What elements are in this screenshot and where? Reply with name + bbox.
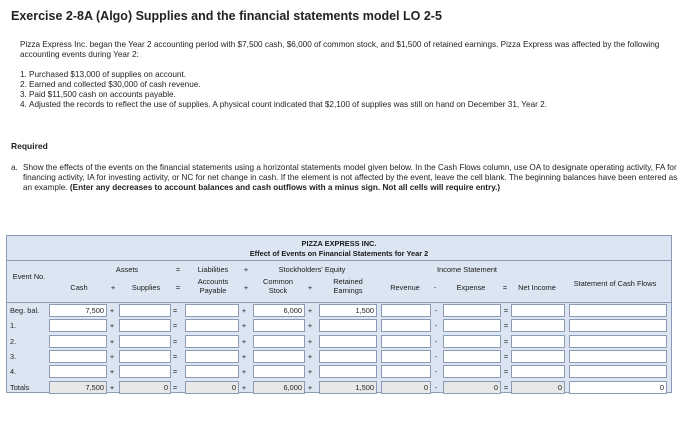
accounts-payable-cell[interactable] xyxy=(185,350,239,363)
table-row xyxy=(7,380,671,396)
plus-sign: + xyxy=(110,283,116,292)
table-row xyxy=(7,364,671,380)
plus-sign: + xyxy=(307,283,313,292)
plus-sign: + xyxy=(243,265,249,274)
income-statement-header: Income Statement xyxy=(437,265,497,274)
revenue-cell xyxy=(381,304,431,317)
supplies-cell[interactable] xyxy=(119,365,171,378)
revenue-cell: 0 xyxy=(381,381,431,394)
common-stock-cell: 6,000 xyxy=(253,381,305,394)
company-name: PIZZA EXPRESS INC. xyxy=(301,239,377,248)
event-text: Adjusted the records to reflect the use of supplies. A physical count indicated that $2,100 of supplies was still on hand on December 31, Year 2. xyxy=(29,100,547,109)
expense-cell: 0 xyxy=(443,381,501,394)
net-income-cell xyxy=(511,304,565,317)
accounts-payable-cell[interactable] xyxy=(185,335,239,348)
cash-flows-cell[interactable] xyxy=(569,365,667,378)
revenue-cell[interactable] xyxy=(381,350,431,363)
equals-sign: = xyxy=(172,321,178,331)
header-divider xyxy=(7,260,671,261)
minus-sign: - xyxy=(434,306,438,315)
supplies-header: Supplies xyxy=(131,283,161,292)
cash-cell[interactable] xyxy=(49,350,107,363)
requirement-a-body xyxy=(23,163,679,193)
table-subtitle: Effect of Events on Financial Statements for Year 2 xyxy=(249,249,429,258)
equals-sign: = xyxy=(503,336,509,346)
retained-earnings-cell: 1,500 xyxy=(319,304,377,317)
plus-sign: + xyxy=(307,321,313,331)
assets-header: Assets xyxy=(115,265,139,274)
retained-earnings-cell[interactable] xyxy=(319,319,377,332)
retained-earnings-cell[interactable] xyxy=(319,335,377,348)
equals-sign: = xyxy=(503,367,509,377)
net-income-cell[interactable] xyxy=(511,319,565,332)
equals-sign: = xyxy=(172,306,178,315)
plus-sign: + xyxy=(109,336,115,346)
expense-cell[interactable] xyxy=(443,335,501,348)
common-stock-cell[interactable] xyxy=(253,319,305,332)
minus-sign: - xyxy=(433,283,437,292)
event-number: 3. xyxy=(20,90,27,99)
plus-sign: + xyxy=(307,306,313,315)
event-text: Purchased $13,000 of supplies on account. xyxy=(29,70,187,79)
common-stock-cell[interactable] xyxy=(253,350,305,363)
minus-sign: - xyxy=(434,367,438,377)
equals-sign: = xyxy=(502,283,508,292)
event-no-header: Event No. xyxy=(12,272,46,281)
retained-earnings-cell: 1,500 xyxy=(319,381,377,394)
accounts-payable-cell: 0 xyxy=(185,381,239,394)
table-row xyxy=(7,318,671,334)
net-income-header: Net Income xyxy=(518,283,556,292)
revenue-header: Revenue xyxy=(390,283,420,292)
plus-sign: + xyxy=(109,367,115,377)
cash-flows-cell[interactable] xyxy=(569,350,667,363)
event-number: 4. xyxy=(20,100,27,109)
plus-sign: + xyxy=(243,283,249,292)
retained-earnings-cell[interactable] xyxy=(319,365,377,378)
table-header xyxy=(7,236,671,303)
required-heading: Required xyxy=(11,141,48,151)
supplies-cell[interactable] xyxy=(119,319,171,332)
cash-cell[interactable] xyxy=(49,335,107,348)
stockholders-equity-header: Stockholders' Equity xyxy=(278,265,346,274)
common-stock-cell: 6,000 xyxy=(253,304,305,317)
net-income-cell[interactable] xyxy=(511,350,565,363)
event-text: Paid $11,500 cash on accounts payable. xyxy=(29,90,176,99)
minus-sign: - xyxy=(434,336,438,346)
cash-flows-cell xyxy=(569,304,667,317)
horizontal-statements-model xyxy=(6,235,672,393)
equals-sign: = xyxy=(503,351,509,361)
row-label: 3. xyxy=(10,351,17,361)
table-row xyxy=(7,303,671,319)
table-row xyxy=(7,334,671,350)
plus-sign: + xyxy=(307,382,313,392)
row-label: 4. xyxy=(10,367,17,377)
common-stock-cell[interactable] xyxy=(253,365,305,378)
expense-cell xyxy=(443,304,501,317)
minus-sign: - xyxy=(434,351,438,361)
expense-cell[interactable] xyxy=(443,319,501,332)
plus-sign: + xyxy=(109,351,115,361)
equals-sign: = xyxy=(503,306,509,315)
plus-sign: + xyxy=(109,306,115,315)
minus-sign: - xyxy=(434,321,438,331)
supplies-cell xyxy=(119,304,171,317)
equals-sign: = xyxy=(503,321,509,331)
revenue-cell[interactable] xyxy=(381,319,431,332)
event-list xyxy=(20,70,680,110)
retained-earnings-cell[interactable] xyxy=(319,350,377,363)
requirement-a-text: Show the effects of the events on the financial statements using a horizontal statements model given below. In the Cash Flows column, use OA to designate operating activity, FA for financing activity, IA for investing activity, or NC for net change in cash. If the element is not affected by the event, leave the cell blank. The beginning balances have been entered as an example. xyxy=(23,163,678,192)
net-income-cell: 0 xyxy=(511,381,565,394)
requirement-a-lead: a. xyxy=(11,163,18,172)
accounts-payable-header: Accounts Payable xyxy=(197,277,229,295)
cash-header: Cash xyxy=(70,283,88,292)
common-stock-cell[interactable] xyxy=(253,335,305,348)
revenue-cell[interactable] xyxy=(381,365,431,378)
net-income-cell[interactable] xyxy=(511,365,565,378)
requirement-a xyxy=(11,163,679,193)
list-item xyxy=(20,100,680,110)
plus-sign: + xyxy=(307,336,313,346)
equals-sign: = xyxy=(175,283,181,292)
row-label: 2. xyxy=(10,336,17,346)
retained-earnings-header: Retained Earnings xyxy=(333,277,363,295)
common-stock-header: Common Stock xyxy=(263,277,293,295)
equals-sign: = xyxy=(175,265,181,274)
equals-sign: = xyxy=(172,367,178,377)
minus-sign: - xyxy=(434,382,438,392)
plus-sign: + xyxy=(109,321,115,331)
supplies-cell[interactable] xyxy=(119,350,171,363)
cash-cell: 7,500 xyxy=(49,304,107,317)
event-text: Earned and collected $30,000 of cash revenue. xyxy=(29,80,201,89)
plus-sign: + xyxy=(241,351,247,361)
plus-sign: + xyxy=(307,367,313,377)
row-label: 1. xyxy=(10,321,17,331)
plus-sign: + xyxy=(241,336,247,346)
cash-flows-cell: 0 xyxy=(569,381,667,394)
cash-cell: 7,500 xyxy=(49,381,107,394)
equals-sign: = xyxy=(172,336,178,346)
cash-flows-header: Statement of Cash Flows xyxy=(573,279,657,288)
accounts-payable-cell[interactable] xyxy=(185,319,239,332)
plus-sign: + xyxy=(241,306,247,315)
plus-sign: + xyxy=(241,367,247,377)
liabilities-header: Liabilities xyxy=(197,265,229,274)
equals-sign: = xyxy=(172,382,178,392)
plus-sign: + xyxy=(241,382,247,392)
accounts-payable-cell xyxy=(185,304,239,317)
list-item xyxy=(20,70,680,80)
supplies-cell: 0 xyxy=(119,381,171,394)
requirement-a-note: (Enter any decreases to account balances and cash outflows with a minus sign. Not all cells will require entry.) xyxy=(69,183,501,192)
revenue-cell[interactable] xyxy=(381,335,431,348)
equals-sign: = xyxy=(172,351,178,361)
row-label: Beg. bal. xyxy=(10,306,40,315)
cash-flows-cell[interactable] xyxy=(569,319,667,332)
plus-sign: + xyxy=(109,382,115,392)
plus-sign: + xyxy=(307,351,313,361)
row-label: Totals xyxy=(10,382,30,392)
cash-cell[interactable] xyxy=(49,365,107,378)
event-number: 2. xyxy=(20,80,27,89)
exercise-title: Exercise 2-8A (Algo) Supplies and the financial statements model LO 2-5 xyxy=(11,9,442,23)
cash-flows-cell[interactable] xyxy=(569,335,667,348)
list-item xyxy=(20,90,680,100)
supplies-cell[interactable] xyxy=(119,335,171,348)
net-income-cell[interactable] xyxy=(511,335,565,348)
expense-header: Expense xyxy=(456,283,486,292)
table-row xyxy=(7,349,671,365)
accounts-payable-cell[interactable] xyxy=(185,365,239,378)
cash-cell[interactable] xyxy=(49,319,107,332)
expense-cell[interactable] xyxy=(443,350,501,363)
list-item xyxy=(20,80,680,90)
expense-cell[interactable] xyxy=(443,365,501,378)
intro-paragraph: Pizza Express Inc. began the Year 2 accounting period with $7,500 cash, $6,000 of common stock, and $1,500 of retained earnings. Pizza Express was affected by the following accounting events during Year 2: xyxy=(20,40,660,59)
equals-sign: = xyxy=(503,382,509,392)
plus-sign: + xyxy=(241,321,247,331)
event-number: 1. xyxy=(20,70,27,79)
